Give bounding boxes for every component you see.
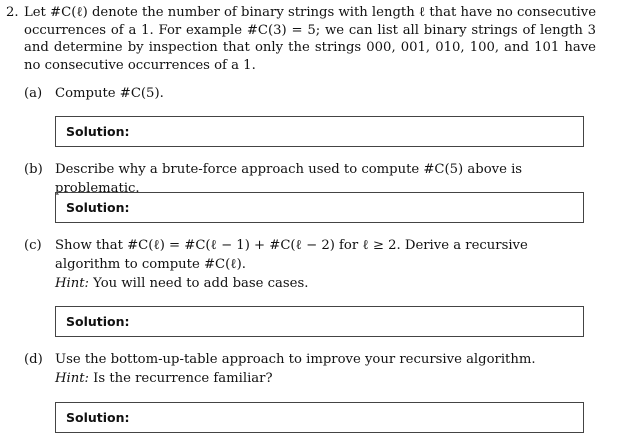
part-a-solution-box[interactable] bbox=[55, 116, 584, 147]
part-b-solution-box[interactable] bbox=[55, 192, 584, 223]
part-b-text: Describe why a brute-force approach used to compute #C(5) above is problematic. bbox=[55, 162, 523, 196]
part-d-text: Use the bottom-up-table approach to improve your recursive algorithm. bbox=[55, 352, 536, 367]
part-c-hint-text: You will need to add base cases. bbox=[93, 276, 309, 291]
part-d-hint-text: Is the recurrence familiar? bbox=[93, 371, 273, 386]
part-c-hint-label: Hint: bbox=[55, 276, 89, 291]
part-a-solution-label: Solution: bbox=[66, 124, 130, 139]
problem-statement bbox=[6, 4, 596, 74]
part-b-solution-label: Solution: bbox=[66, 200, 130, 215]
part-c-label: (c) bbox=[24, 238, 42, 253]
part-c bbox=[24, 236, 590, 293]
part-a-label: (a) bbox=[24, 86, 43, 101]
problem-text: Let #C(ℓ) denote the number of binary strings with length ℓ that have no consecutive occurrences of a 1. For example #C(3) = 5; we can list all binary strings of length 3 and determine by inspection that only the strings 000, 001, 010, 100, and 101 have no consecutive occurrences of a 1. bbox=[24, 5, 597, 73]
part-a-text: Compute #C(5). bbox=[55, 86, 164, 101]
part-a bbox=[24, 84, 590, 103]
part-d-solution-label: Solution: bbox=[66, 410, 130, 425]
problem-number: 2. bbox=[6, 5, 19, 20]
part-c-solution-box[interactable] bbox=[55, 306, 584, 337]
part-d-solution-box[interactable] bbox=[55, 402, 584, 433]
part-c-solution-label: Solution: bbox=[66, 314, 130, 329]
part-c-text: Show that #C(ℓ) = #C(ℓ − 1) + #C(ℓ − 2) for ℓ ≥ 2. Derive a recursive algorithm to compute #C(ℓ). bbox=[55, 238, 528, 272]
part-d bbox=[24, 350, 590, 388]
part-c-hint bbox=[55, 274, 590, 293]
part-d-hint-label: Hint: bbox=[55, 371, 89, 386]
part-d-label: (d) bbox=[24, 352, 43, 367]
part-b-label: (b) bbox=[24, 162, 43, 177]
part-d-hint bbox=[55, 369, 590, 388]
